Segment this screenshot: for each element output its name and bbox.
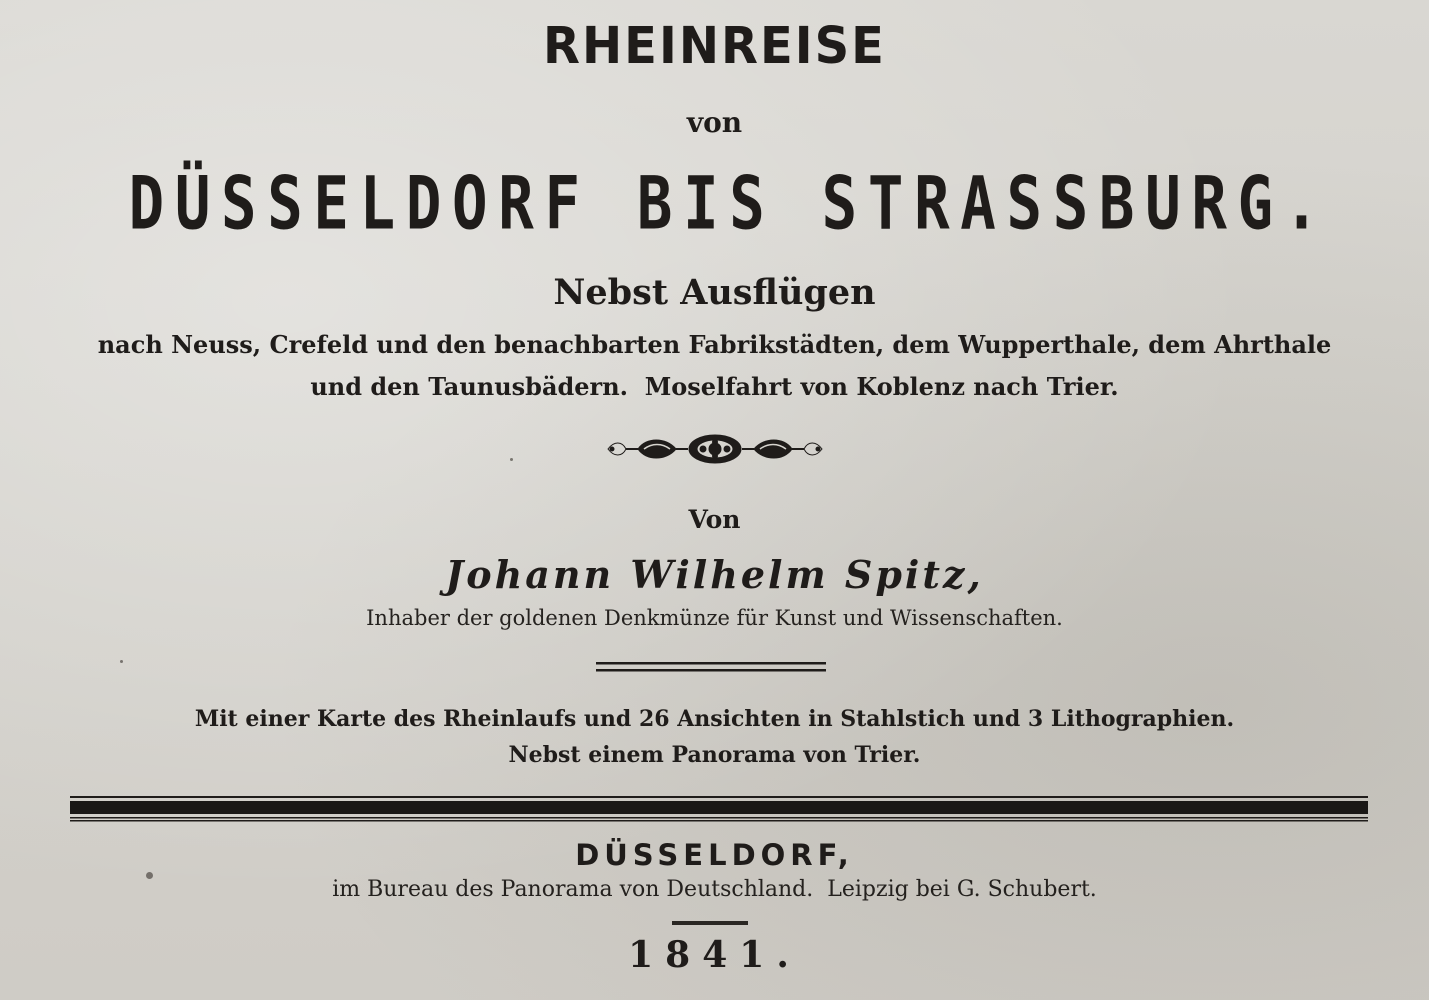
floral-ornament-icon xyxy=(604,431,826,467)
publication-city: DÜSSELDORF, xyxy=(575,838,854,872)
publication-year: 1841. xyxy=(628,934,801,976)
double-rule-divider xyxy=(596,661,826,673)
description-line-1: nach Neuss, Crefeld und den benachbarten Fabrikstädten, dem Wupperthale, dem Ahrthale xyxy=(97,330,1332,359)
author-name: Johann Wilhelm Spitz, xyxy=(445,552,984,597)
publisher-line: im Bureau des Panorama von Deutschland. Leipzig bei G. Schubert. xyxy=(332,877,1097,902)
book-title: RHEINREISE xyxy=(543,16,886,76)
from-word: von xyxy=(686,106,743,139)
thick-rule-divider xyxy=(70,795,1368,823)
description-line-2: und den Taunusbädern. Moselfahrt von Koblenz nach Trier. xyxy=(310,372,1119,401)
illustrations-line-1: Mit einer Karte des Rheinlaufs und 26 Ansichten in Stahlstich und 3 Lithographien. xyxy=(194,706,1235,732)
paper-speck xyxy=(146,872,153,879)
author-honor: Inhaber der goldenen Denkmünze für Kunst und Wissenschaften. xyxy=(366,606,1063,630)
main-title: DÜSSELDORF BIS STRASSBURG. xyxy=(128,160,1330,246)
by-word: Von xyxy=(688,505,741,534)
subtitle: Nebst Ausflügen xyxy=(553,272,876,313)
illustrations-line-2: Nebst einem Panorama von Trier. xyxy=(508,742,921,768)
paper-speck xyxy=(510,458,513,461)
paper-speck xyxy=(120,660,123,663)
short-rule-divider xyxy=(672,921,748,925)
